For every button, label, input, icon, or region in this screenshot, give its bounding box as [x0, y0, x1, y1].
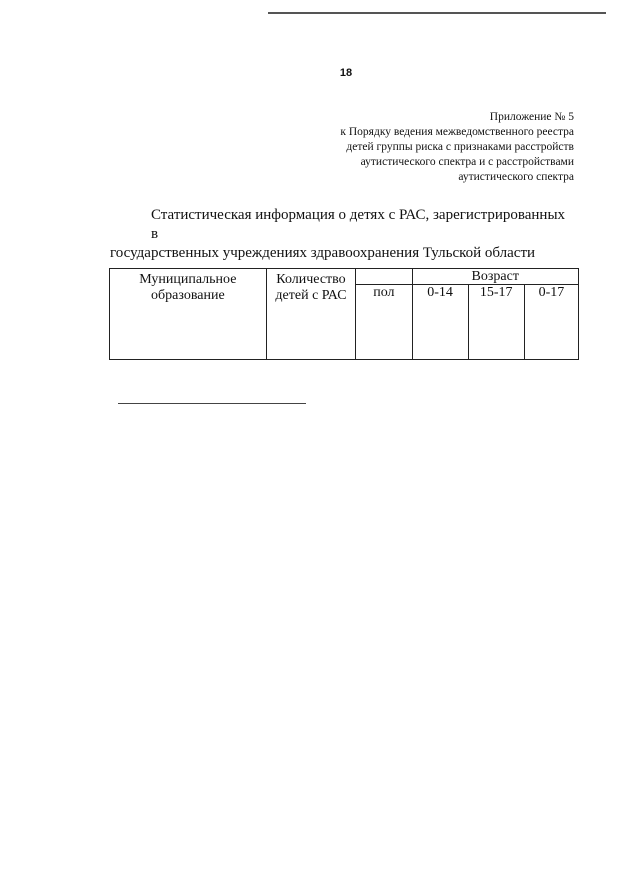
header-age-group: 0-17: [524, 285, 578, 360]
header-age-group: 0-14: [412, 285, 468, 360]
statistics-table: [109, 268, 579, 360]
header-age: Возраст: [412, 269, 578, 285]
header-age-group: 15-17: [468, 285, 524, 360]
header-count: Количество детей с РАС: [266, 269, 356, 360]
document-title: [110, 206, 570, 263]
header-municipality: Муниципальное образование: [110, 269, 267, 360]
appendix-line: Приложение № 5: [489, 111, 574, 123]
header-sex-top: [356, 269, 412, 285]
table-header-row: [110, 269, 579, 285]
appendix-line: детей группы риска с признаками расстройств: [346, 141, 574, 153]
footnote-separator: [118, 403, 306, 404]
title-line-2: государственных учреждениях здравоохранения Тульской области: [110, 245, 536, 261]
top-scan-line: [268, 12, 606, 14]
appendix-header: [254, 110, 574, 185]
header-sex: пол: [356, 285, 412, 360]
appendix-line: аутистического спектра: [458, 171, 574, 183]
appendix-line: к Порядку ведения межведомственного реестра: [340, 126, 574, 138]
page-number: 18: [339, 67, 353, 79]
appendix-line: аутистического спектра и с расстройствами: [360, 156, 574, 168]
title-line-1: Статистическая информация о детях с РАС, зарегистрированных в: [151, 207, 566, 242]
